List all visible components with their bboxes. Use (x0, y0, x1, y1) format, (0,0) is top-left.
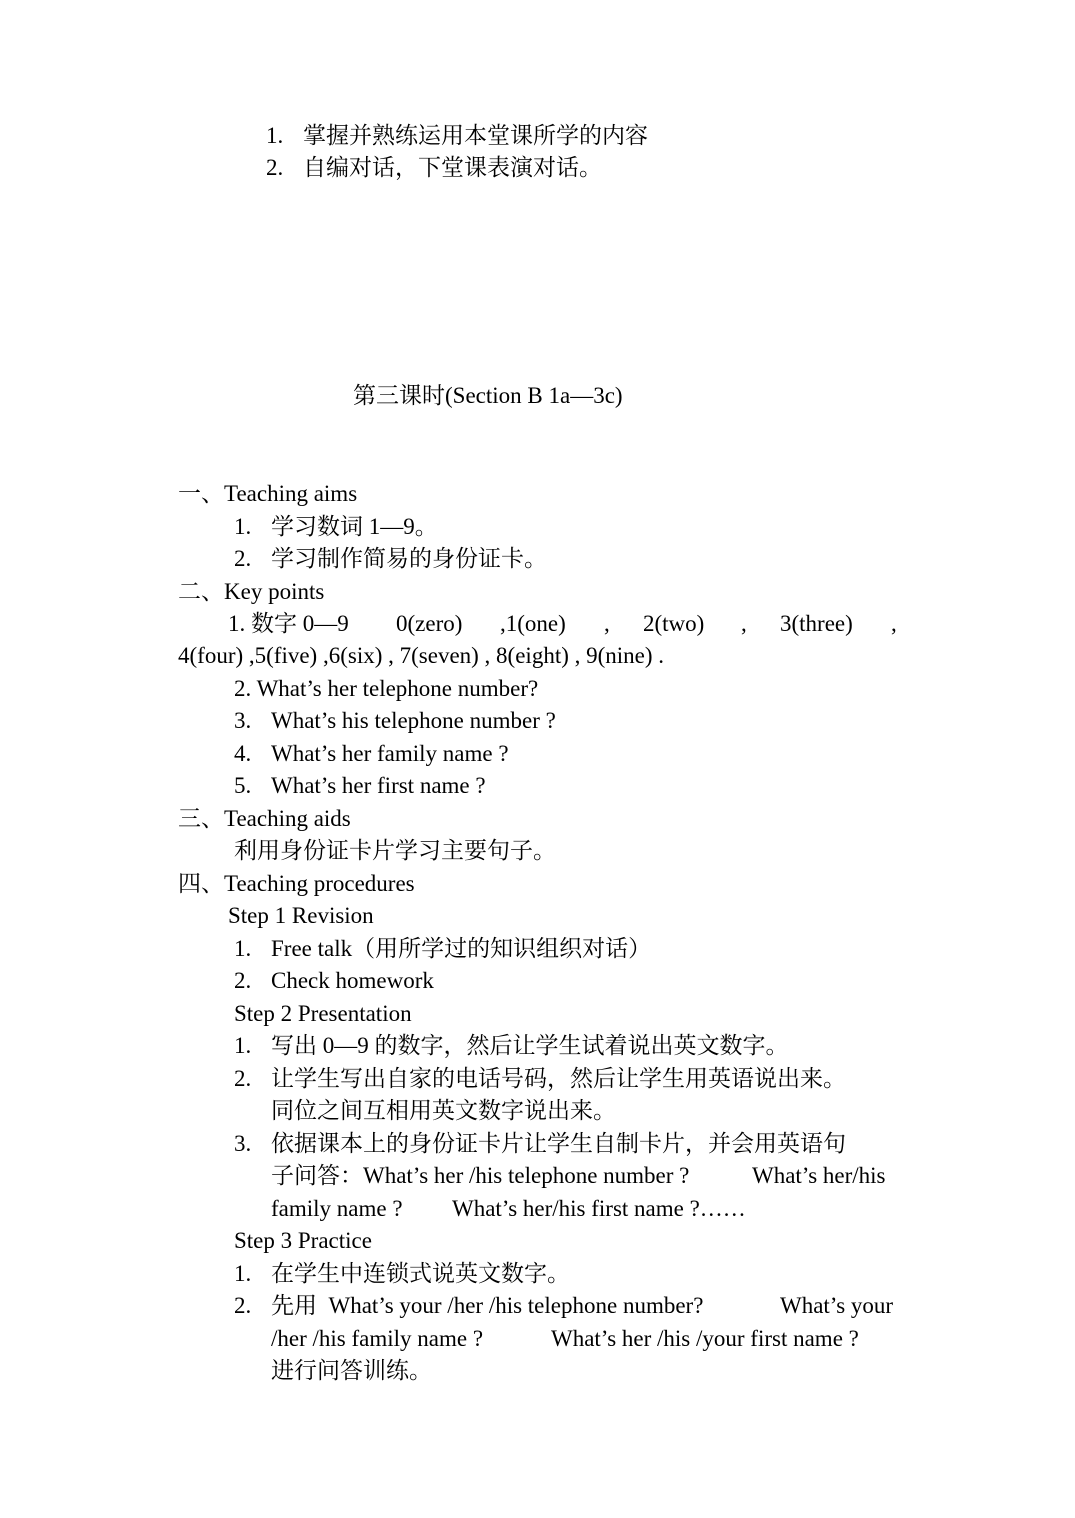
number-separator: , (891, 611, 897, 636)
list-number: 4. (234, 741, 252, 766)
number-word: ,1(one) (500, 611, 566, 636)
number-word: 2(two) (643, 611, 705, 636)
procedures-heading: 四、Teaching procedures (178, 871, 415, 896)
list-number: 1. (234, 1261, 252, 1286)
aims-item-text: 学习数词 1—9。 (271, 514, 438, 539)
step-item: 同位之间互相用英文数字说出来。 (271, 1098, 616, 1123)
list-number: 2. (234, 1293, 252, 1318)
step-item: 子问答：What’s her /his telephone number ? (271, 1163, 690, 1188)
number-word: 3(three) (780, 611, 853, 636)
step-item: /her /his family name ? (271, 1326, 484, 1351)
list-number: 2. (234, 1066, 252, 1091)
list-number: 1. (234, 514, 252, 539)
step-item: family name ? (271, 1196, 403, 1221)
key-points-heading: 二、Key points (178, 579, 325, 604)
step-item: What’s your (780, 1293, 894, 1318)
list-number: 5. (234, 773, 252, 798)
step-item: What’s her/his (752, 1163, 886, 1188)
section-title: 第三课时(Section B 1a—3c) (353, 383, 623, 408)
list-number: 1. (234, 1033, 252, 1058)
step-item: 进行问答训练。 (271, 1358, 432, 1383)
key-point-item: 2. What’s her telephone number? (234, 676, 539, 701)
list-item-text: 自编对话，下堂课表演对话。 (303, 155, 602, 180)
list-number: 1. (266, 123, 284, 148)
list-number: 1. (234, 936, 252, 961)
step-item: 依据课本上的身份证卡片让学生自制卡片，并会用英语句 (271, 1131, 846, 1156)
step-title: Step 2 Presentation (234, 1001, 412, 1026)
key-point-item: What’s her family name ? (271, 741, 509, 766)
aids-heading: 三、Teaching aids (178, 806, 351, 831)
aids-text: 利用身份证卡片学习主要句子。 (234, 838, 556, 863)
step-item: Free talk（用所学过的知识组织对话） (271, 936, 652, 961)
step-title: Step 3 Practice (234, 1228, 372, 1253)
numbers-line2: 4(four) ,5(five) ,6(six) , 7(seven) , 8(eight) , 9(nine) . (178, 643, 665, 668)
numbers-prefix: 1. 数字 0—9 (228, 611, 349, 636)
step-item: 先用 What’s your /her /his telephone number? (271, 1293, 704, 1318)
number-word: 0(zero) (396, 611, 463, 636)
list-number: 2. (234, 968, 252, 993)
key-point-item: What’s her first name ? (271, 773, 486, 798)
aims-heading: 一、Teaching aims (178, 481, 358, 506)
list-number: 3. (234, 1131, 252, 1156)
step-title: Step 1 Revision (228, 903, 374, 928)
number-separator: , (604, 611, 610, 636)
list-item-text: 掌握并熟练运用本堂课所学的内容 (303, 123, 648, 148)
list-number: 2. (234, 546, 252, 571)
list-number: 3. (234, 708, 252, 733)
step-item: 写出 0—9 的数字，然后让学生试着说出英文数字。 (271, 1033, 789, 1058)
step-item: What’s her /his /your first name ? (551, 1326, 859, 1351)
number-separator: , (741, 611, 747, 636)
aims-item-text: 学习制作简易的身份证卡。 (271, 546, 547, 571)
key-point-item: What’s his telephone number ? (271, 708, 556, 733)
step-item: 让学生写出自家的电话号码，然后让学生用英语说出来。 (271, 1066, 846, 1091)
step-item: What’s her/his first name ?…… (452, 1196, 746, 1221)
step-item: Check homework (271, 968, 434, 993)
step-item: 在学生中连锁式说英文数字。 (271, 1261, 570, 1286)
list-number: 2. (266, 155, 284, 180)
